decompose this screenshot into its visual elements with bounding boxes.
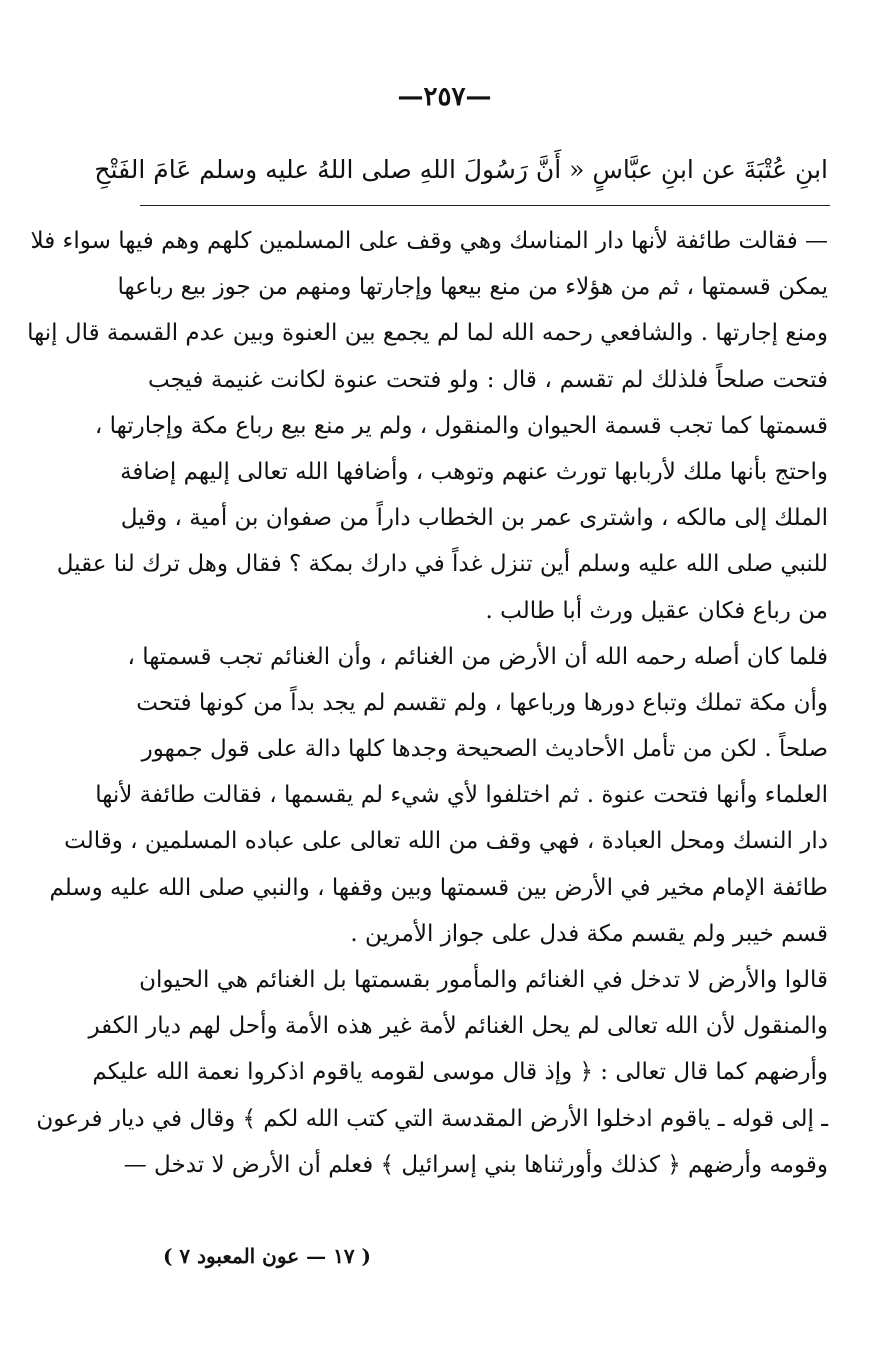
hadith-header-line: ابنِ عُتْبَةَ عن ابنِ عبَّاسٍ « أَنَّ رَسُولَ اللهِ صلى اللهُ عليه وسلم عَامَ الفَتْحِ bbox=[94, 155, 828, 184]
body-line: يمكن قسمتها ، ثم من هؤلاء من منع بيعها وإجارتها ومنهم من جوز بيع رباعها bbox=[117, 274, 828, 301]
body-line: والمنقول لأن الله تعالى لم يحل الغنائم لأمة غير هذه الأمة وأحل لهم ديار الكفر bbox=[88, 1013, 828, 1040]
body-line: وأرضهم كما قال تعالى : ﴿ وإذ قال موسى لقومه ياقوم اذكروا نعمة الله عليكم bbox=[92, 1059, 828, 1086]
body-line: فلما كان أصله رحمه الله أن الأرض من الغنائم ، وأن الغنائم تجب قسمتها ، bbox=[127, 643, 828, 670]
body-line: دار النسك ومحل العبادة ، فهي وقف من الله تعالى على عباده المسلمين ، وقالت bbox=[64, 828, 828, 855]
body-line: قالوا والأرض لا تدخل في الغنائم والمأمور بقسمتها بل الغنائم هي الحيوان bbox=[139, 967, 828, 993]
body-text bbox=[27, 218, 828, 1188]
body-line: — فقالت طائفة لأنها دار المناسك وهي وقف على المسلمين كلهم وهم فيها سواء فلا bbox=[30, 228, 828, 254]
body-line: طائفة الإمام مخير في الأرض بين قسمتها وبين وقفها ، والنبي صلى الله عليه وسلم bbox=[49, 874, 828, 901]
body-line: قسم خيبر ولم يقسم مكة فدل على جواز الأمرين . bbox=[350, 920, 828, 947]
body-line: صلحاً . لكن من تأمل الأحاديث الصحيحة وجدها كلها دالة على قول جمهور bbox=[141, 736, 828, 763]
body-line: ومنع إجارتها . والشافعي رحمه الله لما لم يجمع بين العنوة وبين عدم القسمة قال إنها bbox=[27, 320, 828, 347]
body-line: ـ إلى قوله ـ ياقوم ادخلوا الأرض المقدسة التي كتب الله لكم ﴾ وقال في ديار فرعون bbox=[36, 1105, 828, 1132]
body-line: الملك إلى مالكه ، واشترى عمر بن الخطاب داراً من صفوان بن أمية ، وقيل bbox=[120, 505, 828, 532]
body-line: واحتج بأنها ملك لأربابها تورث عنهم وتوهب ، وأضافها الله تعالى إليهم إضافة bbox=[120, 458, 828, 485]
body-line: من رباع فكان عقيل ورث أبا طالب . bbox=[485, 597, 828, 624]
footer-signature: ( ١٧ — عون المعبود ٧ ) bbox=[162, 1244, 371, 1268]
body-line: وقومه وأرضهم ﴿ كذلك وأورثناها بني إسرائيل ﴾ فعلم أن الأرض لا تدخل — bbox=[123, 1151, 828, 1178]
header-divider bbox=[140, 205, 830, 206]
page-number: —٢٥٧— bbox=[397, 82, 492, 112]
body-line: فتحت صلحاً فلذلك لم تقسم ، قال : ولو فتحت عنوة لكانت غنيمة فيجب bbox=[148, 366, 828, 393]
body-line: قسمتها كما تجب قسمة الحيوان والمنقول ، ولم ير منع بيع رباع مكة وإجارتها ، bbox=[94, 412, 828, 439]
body-line: العلماء وأنها فتحت عنوة . ثم اختلفوا لأي شيء لم يقسمها ، فقالت طائفة لأنها bbox=[95, 782, 828, 809]
body-line: وأن مكة تملك وتباع دورها ورباعها ، ولم تقسم لم يجد بداً من كونها فتحت bbox=[136, 689, 828, 716]
body-line: للنبي صلى الله عليه وسلم أين تنزل غداً في دارك بمكة ؟ فقال وهل ترك لنا عقيل bbox=[56, 551, 828, 578]
